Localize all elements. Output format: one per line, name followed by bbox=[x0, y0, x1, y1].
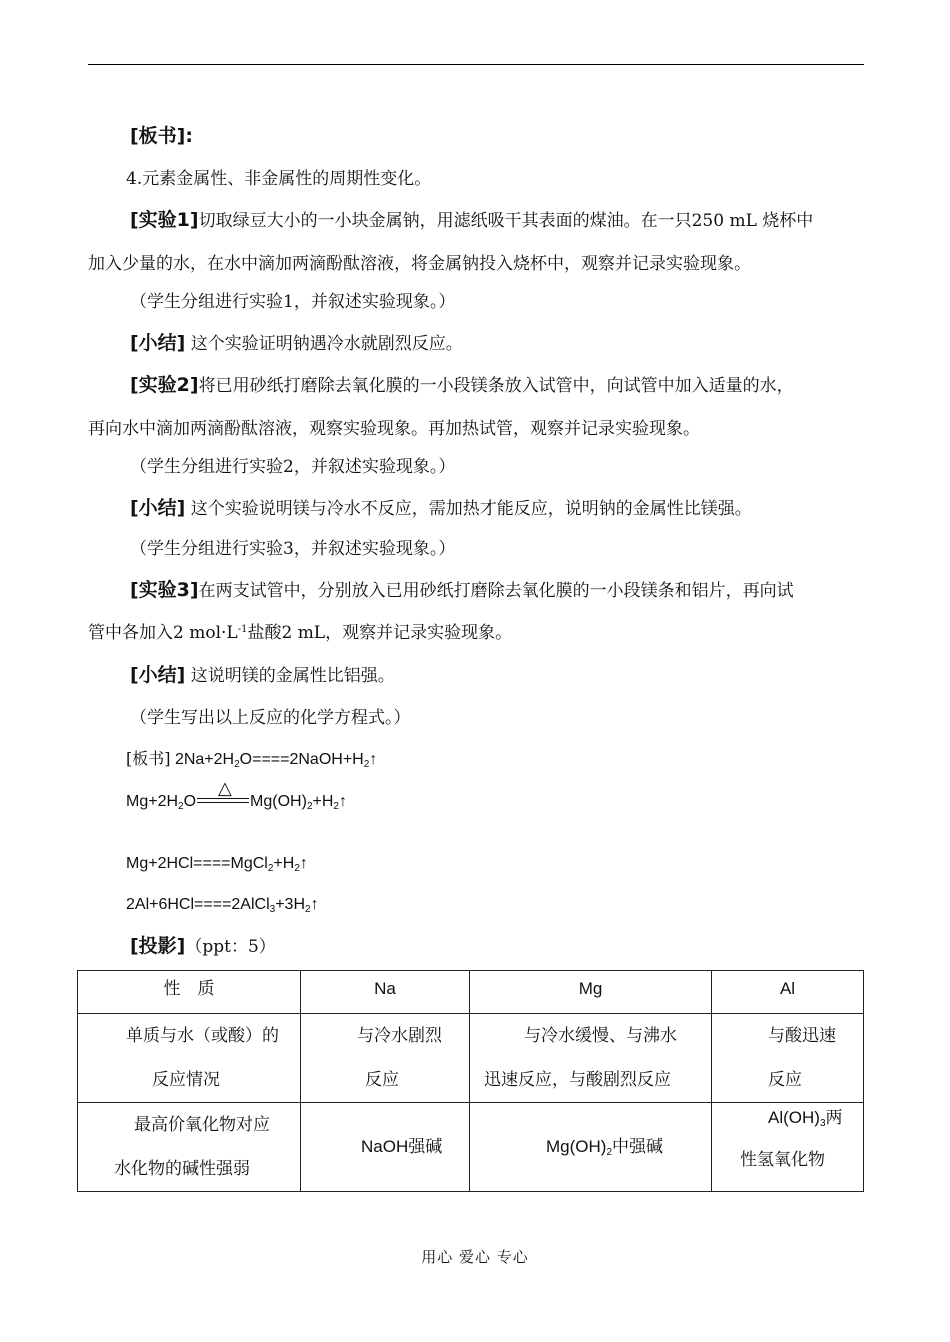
header-al: Al bbox=[712, 971, 864, 1014]
experiment-2-text-1: 将已用砂纸打磨除去氧化膜的一小段镁条放入试管中，向试管中加入适量的水， bbox=[198, 376, 794, 396]
experiment-1-line-1 bbox=[130, 207, 864, 234]
row2-al-desc: 两 bbox=[825, 1108, 843, 1127]
row1-mg-cell bbox=[470, 1014, 712, 1103]
header-rule bbox=[88, 64, 864, 65]
row2-property-cell bbox=[78, 1103, 301, 1192]
row1-na-line2: 反应 bbox=[365, 1070, 399, 1090]
table-header-row bbox=[78, 971, 864, 1014]
table-row bbox=[78, 1103, 864, 1192]
eq3-part-a: Mg+2HCl====MgCl bbox=[126, 855, 268, 872]
row2-mg-cell bbox=[470, 1103, 712, 1192]
eq3-part-b: +H bbox=[273, 855, 295, 872]
unit-exponent: -1 bbox=[237, 624, 248, 635]
summary-1-text: 这个实验证明钠遇冷水就剧烈反应。 bbox=[185, 334, 463, 354]
experiment-1-label: [实验1] bbox=[130, 209, 199, 231]
row1-mg-line2: 迅速反应，与酸剧烈反应 bbox=[484, 1070, 671, 1090]
row1-al-line1: 与酸迅速 bbox=[768, 1026, 836, 1046]
experiment-2-label: [实验2] bbox=[130, 374, 199, 396]
eq2-part-c: Mg(OH) bbox=[250, 793, 307, 810]
row2-na-text: NaOH强碱 bbox=[361, 1137, 443, 1156]
summary-2 bbox=[130, 495, 864, 522]
experiment-1-line-2: 加入少量的水，在水中滴加两滴酚酞溶液，将金属钠投入烧杯中，观察并记录实验现象。 bbox=[88, 254, 751, 274]
row1-na-cell bbox=[301, 1014, 470, 1103]
row1-al-line2: 反应 bbox=[768, 1070, 802, 1090]
row2-na-cell bbox=[301, 1103, 470, 1192]
equation-3: $Mg+2HCl====MgCl_2+H_2↑$ bbox=[126, 855, 308, 874]
equation-1-label: [板书] bbox=[126, 749, 171, 768]
experiment-2-line-1 bbox=[130, 372, 864, 399]
page-footer: 用心 爱心 专心 bbox=[421, 1248, 529, 1266]
row2-property-line1: 最高价氧化物对应 bbox=[134, 1115, 270, 1135]
projection-label: [投影] bbox=[130, 935, 186, 957]
experiment-3-line-2 bbox=[88, 620, 864, 646]
eq4-part-b: +3H bbox=[275, 896, 305, 913]
experiment-3-text-1: 在两支试管中，分别放入已用砂纸打磨除去氧化膜的一小段镁条和铝片，再向试 bbox=[198, 581, 794, 601]
experiment-2-line-2: 再向水中滴加两滴酚酞溶液，观察实验现象。再加热试管，观察并记录实验现象。 bbox=[88, 419, 700, 439]
table-row bbox=[78, 1014, 864, 1103]
row1-property-line1: 单质与水（或酸）的 bbox=[126, 1026, 279, 1046]
row2-al-line2: 性氢氧化物 bbox=[740, 1150, 825, 1169]
experiment-1-note: （学生分组进行实验1，并叙述实验现象。） bbox=[130, 292, 456, 312]
row2-property-line2: 水化物的碱性强弱 bbox=[114, 1159, 250, 1179]
blackboard-label: [板书]: bbox=[130, 125, 193, 147]
eq1-part-a: 2Na+2H bbox=[170, 751, 235, 768]
projection-text: （ppt：5） bbox=[185, 937, 276, 957]
header-na: Na bbox=[301, 971, 470, 1014]
row1-property-cell bbox=[78, 1014, 301, 1103]
header-property: 性 质 bbox=[78, 971, 301, 1014]
experiment-3-label: [实验3] bbox=[130, 579, 199, 601]
gas-arrow-icon: ↑ bbox=[310, 896, 319, 913]
summary-3-label: [小结] bbox=[130, 664, 186, 686]
heat-symbol-icon: △ bbox=[218, 778, 232, 799]
summary-3 bbox=[130, 662, 864, 689]
row1-na-line1: 与冷水剧烈 bbox=[357, 1026, 442, 1046]
equation-2: $Mg+2H_2O$ $Mg(OH)_2+H_2↑$ bbox=[126, 793, 347, 812]
eq1-part-b: O====2NaOH+H bbox=[239, 751, 364, 768]
section-heading: 4.元素金属性、非金属性的周期性变化。 bbox=[126, 169, 432, 189]
experiment-3-note: （学生分组进行实验3，并叙述实验现象。） bbox=[130, 539, 456, 559]
eq2-part-a: Mg+2H bbox=[126, 793, 179, 810]
gas-arrow-icon: ↑ bbox=[338, 793, 347, 810]
summary-1 bbox=[130, 330, 864, 357]
experiment-2-note: （学生分组进行实验2，并叙述实验现象。） bbox=[130, 457, 456, 477]
eq2-part-b: O bbox=[183, 793, 197, 810]
gas-arrow-icon: ↑ bbox=[299, 855, 308, 872]
row1-mg-line1: 与冷水缓慢、与沸水 bbox=[524, 1026, 677, 1046]
equation-note: （学生写出以上反应的化学方程式。） bbox=[130, 708, 411, 728]
comparison-table bbox=[77, 970, 864, 1192]
row2-al-formula: Al(OH) bbox=[768, 1108, 820, 1127]
row2-mg-text: $Mg(OH)_2$中强碱 bbox=[546, 1137, 664, 1158]
experiment-3-text-2b: 盐酸2 mL，观察并记录实验现象。 bbox=[247, 623, 513, 643]
equation-4: $2Al+6HCl====2AlCl_3+3H_2↑$ bbox=[126, 896, 319, 915]
summary-2-label: [小结] bbox=[130, 497, 186, 519]
projection-line bbox=[130, 933, 864, 960]
experiment-3-text-2a: 管中各加入2 mol·L bbox=[88, 623, 238, 643]
eq2-part-d: +H bbox=[312, 793, 334, 810]
experiment-1-text-1: 切取绿豆大小的一小块金属钠，用滤纸吸干其表面的煤油。在一只250 mL 烧杯中 bbox=[198, 211, 814, 231]
row2-mg-formula: Mg(OH) bbox=[546, 1137, 607, 1156]
summary-1-label: [小结] bbox=[130, 332, 186, 354]
summary-3-text: 这说明镁的金属性比铝强。 bbox=[185, 666, 395, 686]
summary-2-text: 这个实验说明镁与冷水不反应，需加热才能反应，说明钠的金属性比镁强。 bbox=[185, 499, 752, 519]
gas-arrow-icon: ↑ bbox=[369, 751, 378, 768]
equation-1: [板书] $2Na+2H_2O====2NaOH+H_2↑$ bbox=[126, 749, 378, 770]
row2-al-cell bbox=[712, 1103, 864, 1192]
row2-al-line1: $Al(OH)_3$两 bbox=[768, 1108, 843, 1129]
row1-al-cell bbox=[712, 1014, 864, 1103]
header-mg: Mg bbox=[470, 971, 712, 1014]
row1-property-line2: 反应情况 bbox=[152, 1070, 220, 1090]
experiment-3-line-1 bbox=[130, 577, 864, 604]
row2-mg-desc: 中强碱 bbox=[612, 1137, 664, 1156]
heating-equals-sign bbox=[197, 797, 249, 807]
eq4-part-a: 2Al+6HCl====2AlCl bbox=[126, 896, 270, 913]
